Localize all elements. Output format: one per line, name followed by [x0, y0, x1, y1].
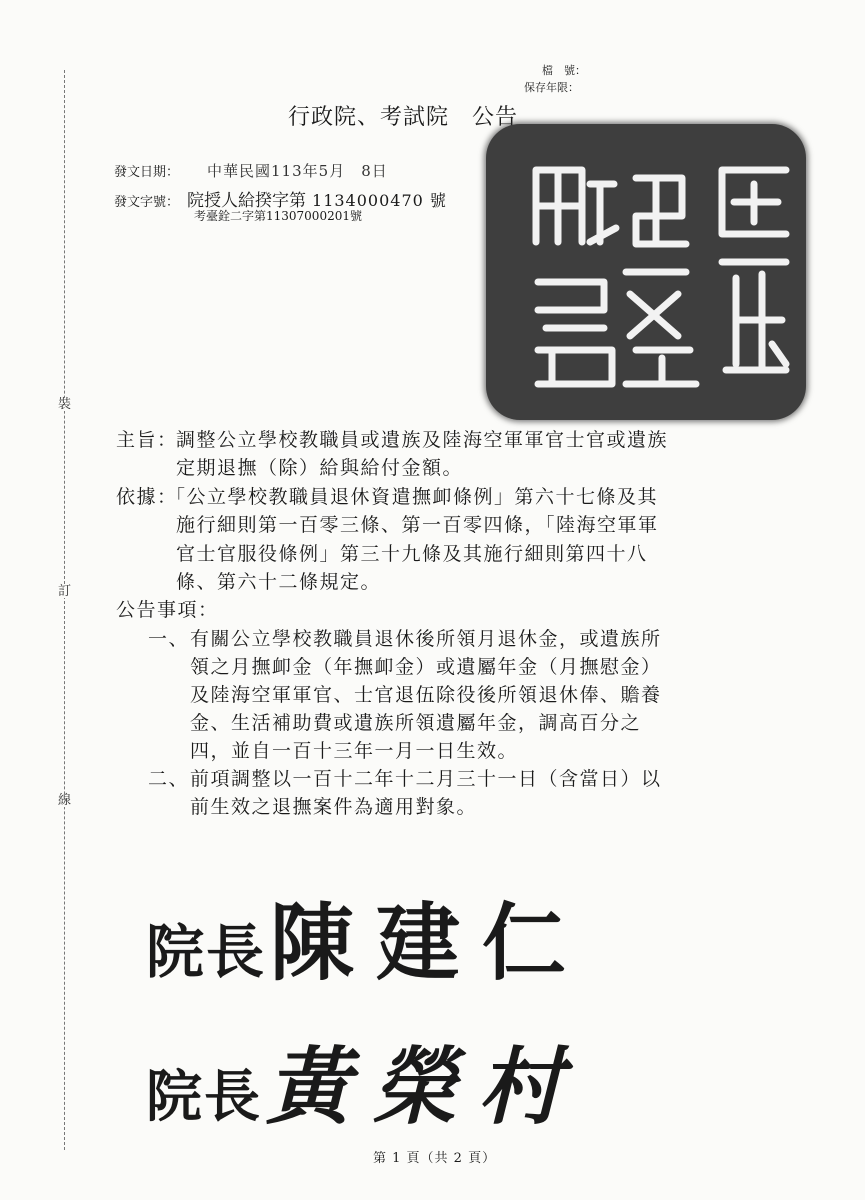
file-metadata [524, 62, 586, 96]
binding-mark-ding: 訂 [58, 584, 72, 599]
notice-items-label: 公告事項： [116, 599, 219, 621]
subject-line-1: 調整公立學校教職員或遺族及陸海空軍軍官士官或遺族 [176, 429, 669, 451]
issue-date-value: 中華民國113年5月 8日 [207, 162, 388, 180]
basis-line-3: 官士官服役條例」第三十九條及其施行細則第四十八 [176, 543, 648, 565]
signature-premier [146, 876, 588, 997]
binding-margin-line [64, 70, 65, 1150]
document-number-value: 1134000470 [312, 191, 424, 210]
issue-date-label: 發文日期： [114, 165, 180, 180]
item-1-line-2: 領之月撫卹金（年撫卹金）或遺屬年金（月撫慰金） [190, 656, 662, 678]
item-1-line-4: 金、生活補助費或遺族所領遺屬年金，調高百分之 [190, 712, 642, 734]
seal-glyph-strokes [486, 124, 806, 420]
signature-name-exam-yuan: 黃榮村 [266, 1037, 585, 1136]
basis-line-4: 條、第六十二條規定。 [176, 571, 382, 593]
issue-date-row [114, 160, 388, 181]
subject-line-2: 定期退撫（除）給與給付金額。 [176, 457, 464, 479]
binding-mark-zhuang: 裝 [58, 397, 72, 412]
official-seal [486, 124, 806, 420]
item-1-marker: 一、 [148, 628, 190, 650]
signature-title-premier: 院長 [146, 918, 267, 986]
retention-period-label: 保存年限： [524, 81, 579, 94]
signature-exam-yuan-president [146, 1020, 584, 1141]
page-number: 第 1 頁（共 2 頁） [373, 1151, 497, 1166]
basis-line-1: 「公立學校教職員退休資遣撫卹條例」第六十七條及其 [166, 486, 659, 508]
item-2-line-1: 前項調整以一百十二年十二月三十一日（含當日）以 [190, 768, 662, 790]
item-2-line-2: 前生效之退撫案件為適用對象。 [190, 796, 478, 818]
announcement-title: 行政院、考試院 公告 [288, 105, 519, 130]
signature-name-premier: 陳建仁 [270, 893, 589, 992]
document-number-suffix: 號 [429, 191, 446, 210]
signature-title-exam-yuan: 院長 [146, 1064, 262, 1130]
exam-yuan-document-number: 考臺銓二字第11307000201號 [194, 209, 362, 223]
basis-label: 依據： [116, 486, 178, 508]
item-1-line-5: 四，並自一百十三年一月一日生效。 [190, 740, 519, 762]
file-number-label: 檔 號： [542, 64, 586, 77]
subject-label: 主旨： [116, 429, 178, 451]
item-1-line-3: 及陸海空軍軍官、士官退伍除役後所領退休俸、贍養 [190, 684, 662, 706]
item-1-line-1: 有關公立學校教職員退休後所領月退休金，或遺族所 [190, 628, 662, 650]
binding-mark-xian: 線 [58, 793, 72, 808]
basis-line-2: 施行細則第一百零三條、第一百零四條，「陸海空軍軍 [176, 514, 659, 536]
document-number-prefix: 院授人給揆字第 [187, 191, 307, 211]
item-2-marker: 二、 [148, 768, 190, 790]
document-number-label: 發文字號： [114, 195, 180, 210]
